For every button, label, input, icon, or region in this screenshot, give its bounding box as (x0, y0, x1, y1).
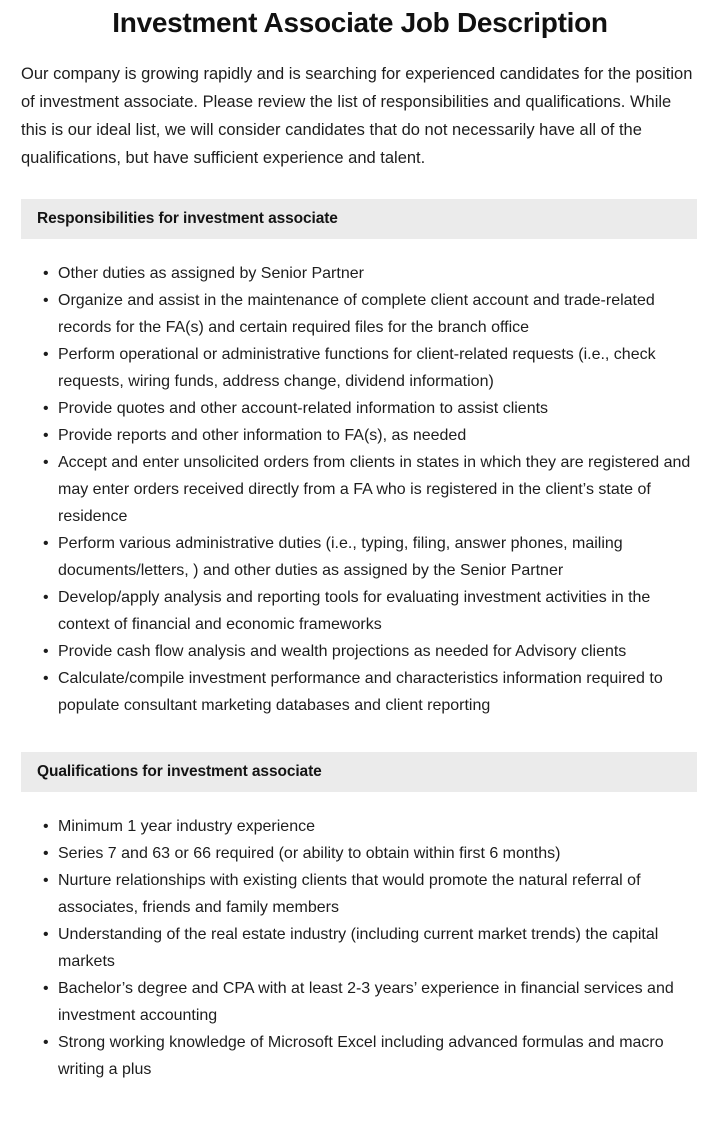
section-bullet-list (0, 260, 720, 719)
document-section (0, 199, 720, 725)
list-item-text: Minimum 1 year industry experience (58, 818, 315, 835)
page-title: Investment Associate Job Description (112, 7, 608, 38)
section-bullet-list (0, 813, 720, 1083)
list-item-text: Understanding of the real estate industry (including current market trends) the capital markets (58, 926, 659, 970)
list-item (0, 921, 720, 975)
intro-paragraph: Our company is growing rapidly and is searching for experienced candidates for the position of investment associate. Please review the list of responsibilities and qualifications. While this is our ideal list, we will consider candidates that do not necessarily have all of the qualifications, but have sufficient experience and talent. (21, 65, 693, 167)
list-item (0, 422, 720, 449)
bottom-spacer (0, 1089, 720, 1109)
bullet-icon: • (43, 1034, 49, 1051)
list-item-text: Organize and assist in the maintenance of complete client account and trade-related records for the FA(s) and certain required files for the branch office (58, 292, 655, 336)
list-item-text: Perform various administrative duties (i.e., typing, filing, answer phones, mailing documents/letters, ) and other duties as assigned by the Senior Partner (58, 535, 623, 579)
section-header-label: Qualifications for investment associate (37, 763, 322, 780)
bullet-icon: • (43, 346, 49, 363)
list-item-text: Provide reports and other information to FA(s), as needed (58, 427, 467, 444)
bullet-icon: • (43, 454, 49, 471)
list-item (0, 665, 720, 719)
bullet-icon: • (43, 980, 49, 997)
bullet-icon: • (43, 427, 49, 444)
list-item (0, 584, 720, 638)
list-item (0, 395, 720, 422)
bullet-icon: • (43, 845, 49, 862)
list-item (0, 813, 720, 840)
bullet-icon: • (43, 265, 49, 282)
section-header-label: Responsibilities for investment associate (37, 210, 338, 227)
list-top-spacer (0, 239, 720, 260)
bullet-icon: • (43, 400, 49, 417)
list-item-text: Perform operational or administrative functions for client-related requests (i.e., check requests, wiring funds, address change, dividend information) (58, 346, 656, 390)
bullet-icon: • (43, 292, 49, 309)
list-item-text: Accept and enter unsolicited orders from clients in states in which they are registered and may enter orders received directly from a FA who is registered in the client’s state of residence (58, 454, 691, 525)
list-item-text: Nurture relationships with existing clients that would promote the natural referral of associates, friends and family members (58, 872, 641, 916)
list-item (0, 840, 720, 867)
section-header (21, 199, 697, 239)
list-item (0, 260, 720, 287)
list-item-text: Strong working knowledge of Microsoft Excel including advanced formulas and macro writing a plus (58, 1034, 664, 1078)
list-item (0, 287, 720, 341)
list-item-text: Provide cash flow analysis and wealth projections as needed for Advisory clients (58, 643, 627, 660)
sections-container (0, 199, 720, 1089)
list-item-text: Series 7 and 63 or 66 required (or ability to obtain within first 6 months) (58, 845, 561, 862)
list-item (0, 638, 720, 665)
document-section (0, 752, 720, 1089)
list-item (0, 975, 720, 1029)
list-item-text: Provide quotes and other account-related information to assist clients (58, 400, 549, 417)
list-item (0, 341, 720, 395)
section-header (21, 752, 697, 792)
list-item-text: Calculate/compile investment performance and characteristics information required to populate consultant marketing databases and client reporting (58, 670, 663, 714)
list-item (0, 1029, 720, 1083)
bullet-icon: • (43, 670, 49, 687)
bullet-icon: • (43, 589, 49, 606)
list-top-spacer (0, 792, 720, 813)
bullet-icon: • (43, 643, 49, 660)
list-item-text: Bachelor’s degree and CPA with at least 2-3 years’ experience in financial services and investment accounting (58, 980, 674, 1024)
list-item-text: Other duties as assigned by Senior Partner (58, 265, 364, 282)
bullet-icon: • (43, 818, 49, 835)
list-item (0, 867, 720, 921)
bullet-icon: • (43, 872, 49, 889)
bullet-icon: • (43, 926, 49, 943)
bullet-icon: • (43, 535, 49, 552)
list-bottom-spacer (0, 719, 720, 725)
list-item (0, 449, 720, 530)
list-item-text: Develop/apply analysis and reporting tools for evaluating investment activities in the context of financial and economic frameworks (58, 589, 651, 633)
list-item (0, 530, 720, 584)
